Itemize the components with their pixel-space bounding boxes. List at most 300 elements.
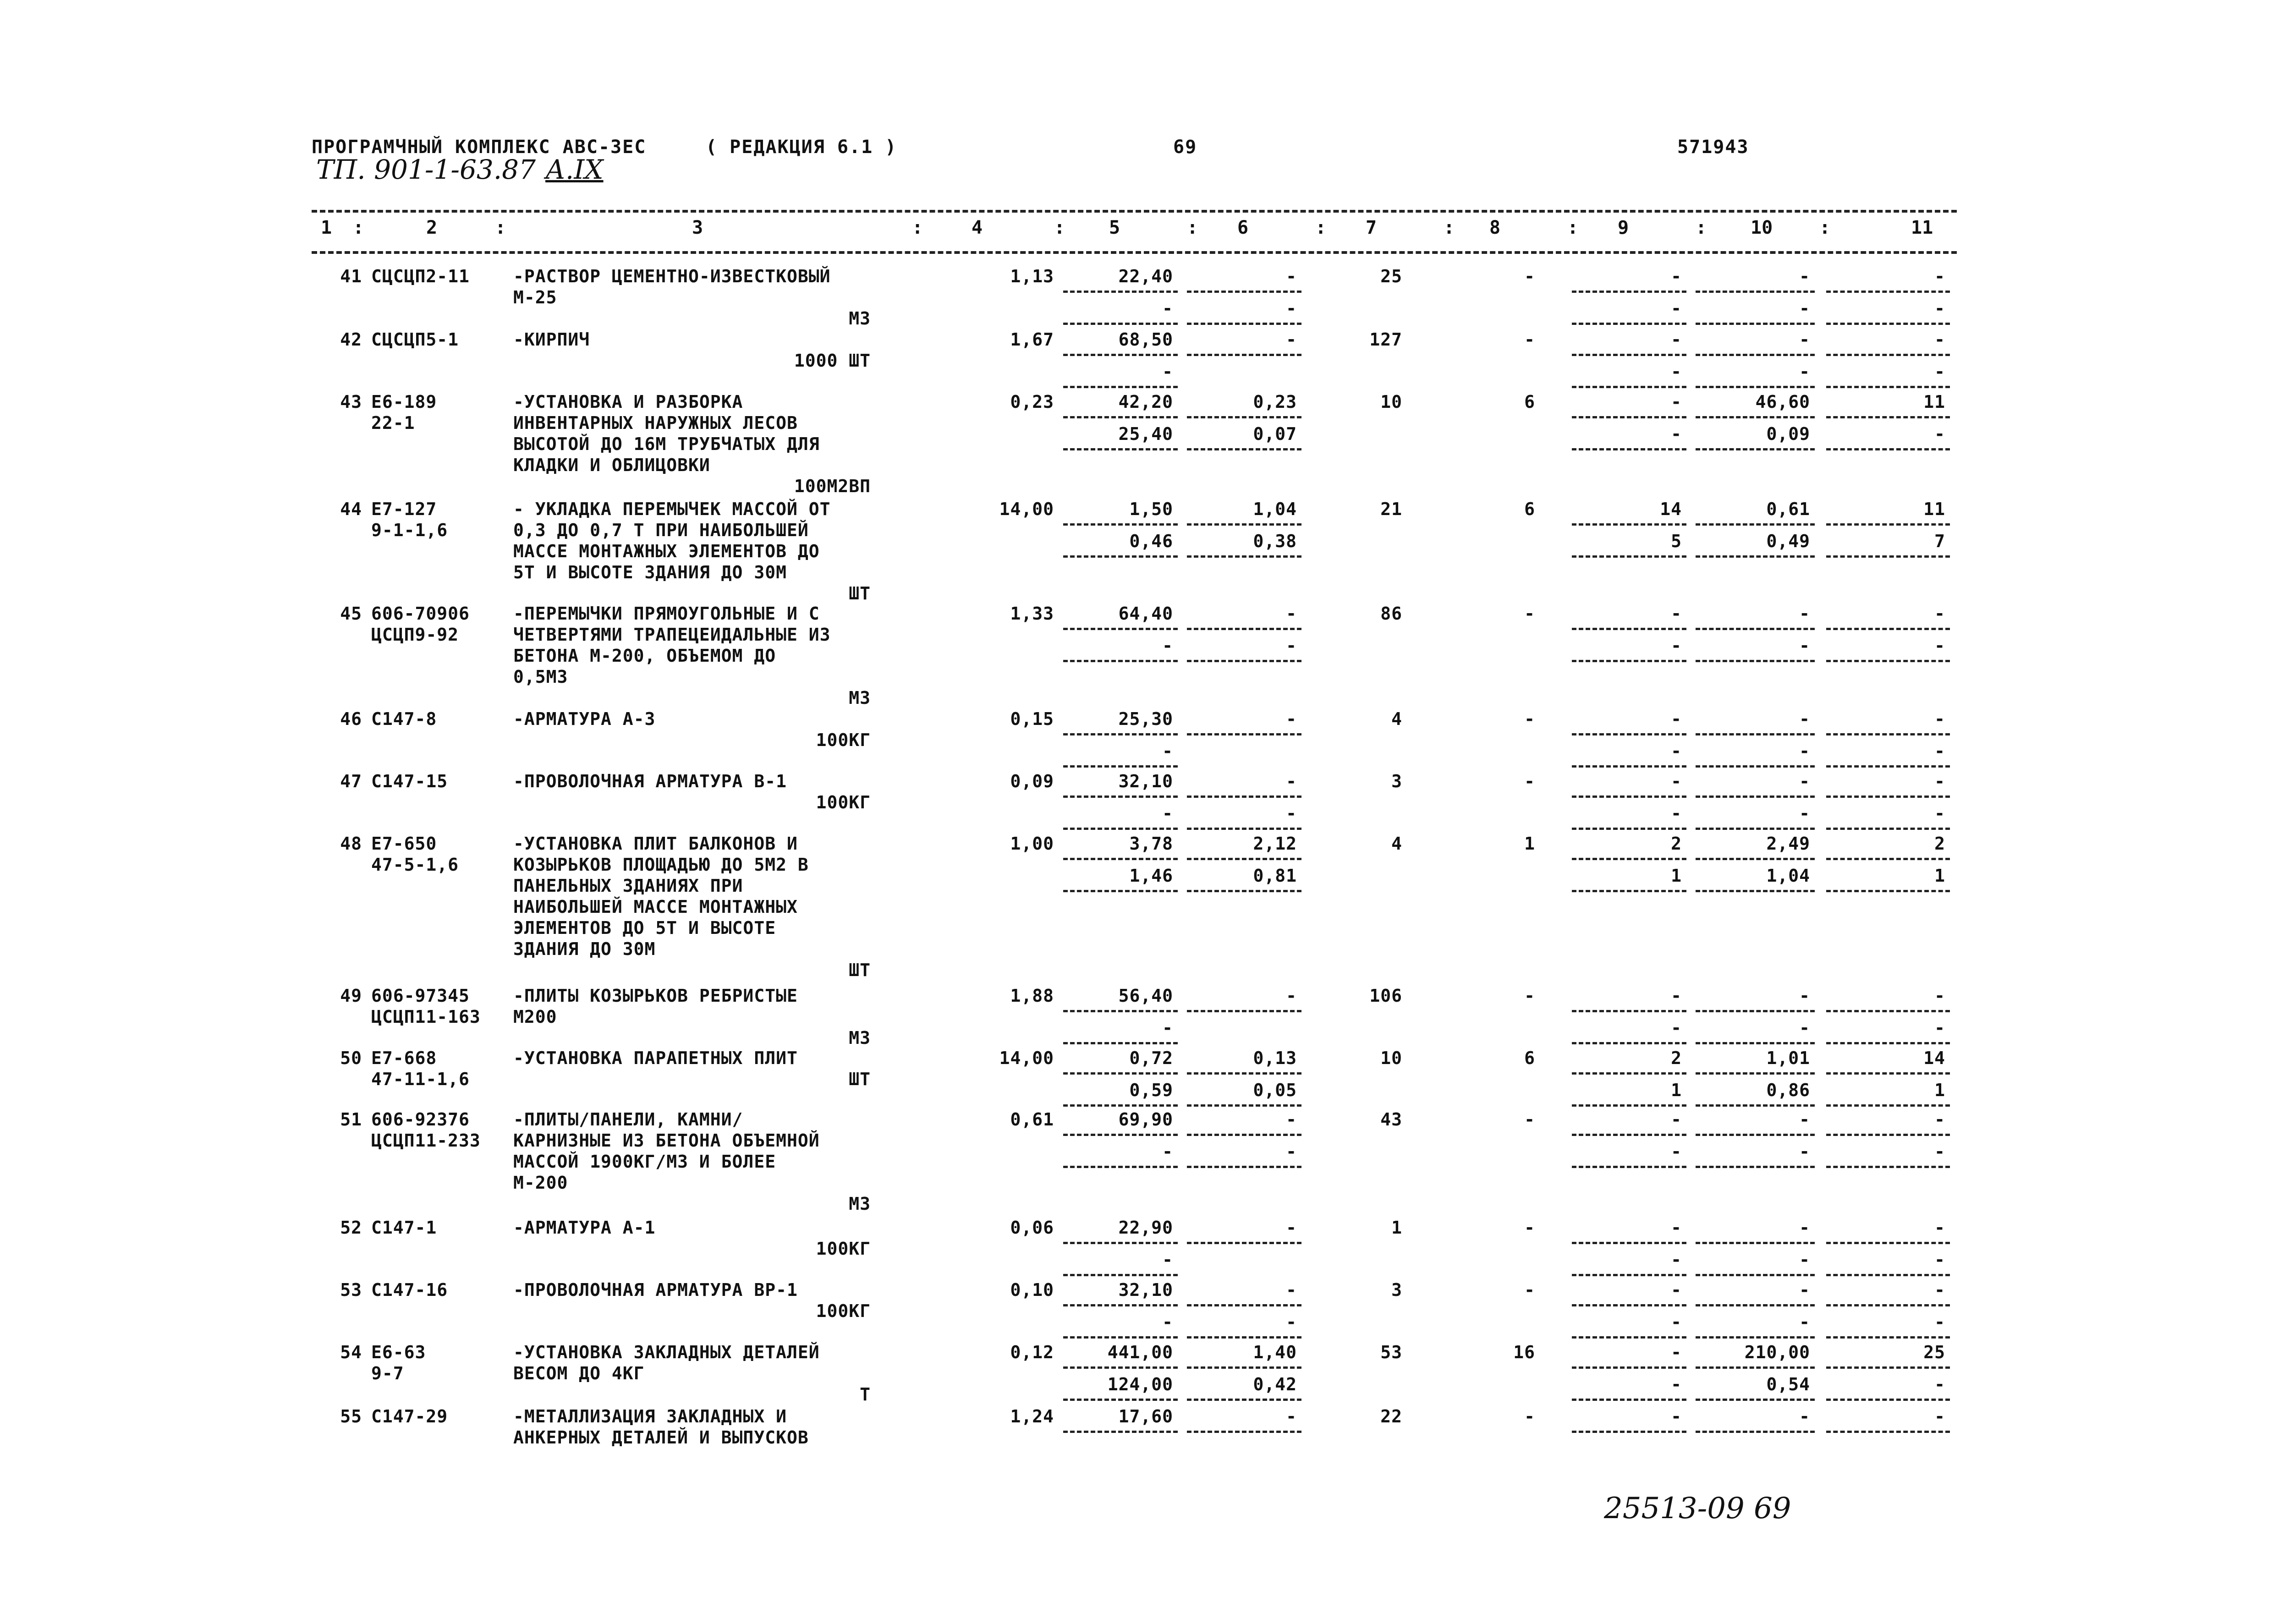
quantity-value: 1,88 (1010, 986, 1054, 1006)
work-description: -АРМАТУРА А-3 (513, 709, 656, 729)
cell-divider-line (1187, 890, 1301, 892)
unit-of-measure: М3 (849, 1194, 871, 1214)
work-description: МАССЕ МОНТАЖНЫХ ЭЛЕМЕНТОВ ДО (513, 541, 820, 561)
cell-divider-line (1572, 1304, 1686, 1306)
cell-divider-line (1063, 1104, 1178, 1107)
c11-upper-value: 11 (1923, 392, 1945, 412)
column-separator: : (1315, 217, 1327, 238)
c10-lower-value: 0,54 (1766, 1374, 1810, 1394)
c10-lower-value: - (1799, 362, 1810, 382)
c6-upper-value: - (1286, 986, 1297, 1006)
cell-divider-line (1696, 555, 1815, 558)
cell-divider-line (1696, 1399, 1815, 1401)
unit-of-measure: ШТ (849, 1069, 871, 1089)
row-number: 52 (340, 1218, 362, 1238)
cell-divider-line (1572, 858, 1686, 860)
c5-lower-value: - (1162, 741, 1173, 761)
cell-divider-line (1696, 448, 1815, 450)
cell-divider-line (1572, 323, 1686, 325)
cell-divider-line (1826, 1134, 1950, 1136)
column-number: 11 (1911, 217, 1933, 238)
c10-upper-value: 0,61 (1766, 499, 1810, 519)
c6-lower-value: 0,38 (1253, 531, 1297, 551)
c9-upper-value: 2 (1671, 1048, 1682, 1068)
column-separator: : (495, 217, 506, 238)
c6-lower-value: - (1286, 298, 1297, 318)
work-description: АНКЕРНЫХ ДЕТАЛЕЙ И ВЫПУСКОВ (513, 1427, 809, 1448)
work-description: ПАНЕЛЬНЫХ ЗДАНИЯХ ПРИ (513, 876, 743, 896)
cell-divider-line (1696, 386, 1815, 388)
cell-divider-line (1696, 1366, 1815, 1369)
rate-code: Е7-668 (371, 1048, 437, 1068)
c11-upper-value: - (1934, 329, 1945, 350)
work-description: МАССОЙ 1900КГ/М3 И БОЛЕЕ (513, 1152, 776, 1172)
row-number: 54 (340, 1342, 362, 1362)
labor-value: - (1524, 329, 1535, 350)
c6-upper-value: 0,23 (1253, 392, 1297, 412)
work-description: ИНВЕНТАРНЫХ НАРУЖНЫХ ЛЕСОВ (513, 413, 798, 433)
cell-divider-line (1063, 1042, 1178, 1044)
c6-upper-value: 1,40 (1253, 1342, 1297, 1362)
work-description: -УСТАНОВКА ПАРАПЕТНЫХ ПЛИТ (513, 1048, 798, 1068)
work-description: ЗДАНИЯ ДО 30М (513, 939, 656, 959)
cell-divider-line (1063, 323, 1178, 325)
c10-upper-value: - (1799, 771, 1810, 791)
c11-upper-value: 14 (1923, 1048, 1945, 1068)
c11-lower-value: - (1934, 1374, 1945, 1394)
cell-divider-line (1826, 660, 1950, 662)
c5-upper-value: 22,40 (1118, 266, 1173, 286)
c9-upper-value: - (1671, 1218, 1682, 1238)
cell-divider-line (1187, 733, 1301, 735)
c10-upper-value: 2,49 (1766, 834, 1810, 854)
cost-value: 4 (1391, 709, 1402, 729)
cell-divider-line (1826, 1304, 1950, 1306)
c5-lower-value: - (1162, 1018, 1173, 1038)
cell-divider-line (1826, 733, 1950, 735)
column-separator: : (1187, 217, 1198, 238)
cell-divider-line (1572, 660, 1686, 662)
c6-upper-value: 0,13 (1253, 1048, 1297, 1068)
rate-code: Е7-650 (371, 834, 437, 854)
cell-divider-line (1187, 523, 1301, 526)
cost-value: 22 (1380, 1406, 1402, 1426)
row-number: 43 (340, 392, 362, 412)
c5-lower-value: - (1162, 803, 1173, 823)
cell-divider-line (1572, 1242, 1686, 1244)
rate-code: ЦСЦП11-233 (371, 1130, 481, 1151)
c5-upper-value: 32,10 (1118, 1280, 1173, 1300)
c5-upper-value: 64,40 (1118, 604, 1173, 624)
c10-upper-value: 210,00 (1744, 1342, 1810, 1362)
c10-lower-value: - (1799, 741, 1810, 761)
c9-lower-value: - (1671, 741, 1682, 761)
cell-divider-line (1187, 1431, 1301, 1433)
work-description: - УКЛАДКА ПЕРЕМЫЧЕК МАССОЙ ОТ (513, 499, 831, 519)
cell-divider-line (1187, 1366, 1301, 1369)
c10-upper-value: - (1799, 709, 1810, 729)
rate-code: Е7-127 (371, 499, 437, 519)
c11-upper-value: - (1934, 1109, 1945, 1130)
quantity-value: 1,00 (1010, 834, 1054, 854)
work-description: -ПРОВОЛОЧНАЯ АРМАТУРА В-1 (513, 771, 787, 791)
cell-divider-line (1826, 1042, 1950, 1044)
cell-divider-line (1826, 354, 1950, 356)
c6-upper-value: - (1286, 709, 1297, 729)
c9-lower-value: - (1671, 1018, 1682, 1038)
c11-upper-value: - (1934, 1280, 1945, 1300)
cell-divider-line (1572, 1010, 1686, 1012)
c11-upper-value: 25 (1923, 1342, 1945, 1362)
c10-upper-value: - (1799, 986, 1810, 1006)
cell-divider-line (1187, 1134, 1301, 1136)
cell-divider-line (1572, 555, 1686, 558)
cell-divider-line (1696, 323, 1815, 325)
rate-code: Е6-63 (371, 1342, 426, 1362)
rate-code: 9-7 (371, 1363, 404, 1383)
c10-upper-value: 1,01 (1766, 1048, 1810, 1068)
row-number: 55 (340, 1406, 362, 1426)
work-description: ВЕСОМ ДО 4КГ (513, 1363, 645, 1383)
c6-lower-value: 0,81 (1253, 866, 1297, 886)
cell-divider-line (1696, 1042, 1815, 1044)
c11-upper-value: - (1934, 604, 1945, 624)
work-description: -МЕТАЛЛИЗАЦИЯ ЗАКЛАДНЫХ И (513, 1406, 787, 1426)
labor-value: - (1524, 1109, 1535, 1130)
column-separator: : (1054, 217, 1065, 238)
cell-divider-line (1063, 628, 1178, 630)
c5-lower-value: 124,00 (1107, 1374, 1173, 1394)
work-description: -ПЛИТЫ/ПАНЕЛИ, КАМНИ/ (513, 1109, 743, 1130)
cell-divider-line (1187, 416, 1301, 418)
unit-of-measure: ШТ (849, 960, 871, 980)
c5-upper-value: 17,60 (1118, 1406, 1173, 1426)
row-number: 53 (340, 1280, 362, 1300)
cell-divider-line (1187, 1304, 1301, 1306)
cell-divider-line (1696, 828, 1815, 830)
c10-upper-value: - (1799, 329, 1810, 350)
cell-divider-line (1063, 660, 1178, 662)
c10-upper-value: - (1799, 604, 1810, 624)
cost-value: 4 (1391, 834, 1402, 854)
cell-divider-line (1063, 1072, 1178, 1075)
row-number: 42 (340, 329, 362, 350)
row-number: 47 (340, 771, 362, 791)
work-description: ЧЕТВЕРТЯМИ ТРАПЕЦЕИДАЛЬНЫЕ ИЗ (513, 625, 831, 645)
cell-divider-line (1696, 890, 1815, 892)
cell-divider-line (1826, 796, 1950, 798)
c11-lower-value: 7 (1934, 531, 1945, 551)
c9-upper-value: - (1671, 329, 1682, 350)
work-description: -ПРОВОЛОЧНАЯ АРМАТУРА ВР-1 (513, 1280, 798, 1300)
cell-divider-line (1696, 1104, 1815, 1107)
quantity-value: 1,13 (1010, 266, 1054, 286)
c11-upper-value: - (1934, 1406, 1945, 1426)
labor-value: - (1524, 709, 1535, 729)
cell-divider-line (1063, 828, 1178, 830)
cell-divider-line (1572, 1431, 1686, 1433)
c9-upper-value: - (1671, 1280, 1682, 1300)
c9-upper-value: 2 (1671, 834, 1682, 854)
work-description: -АРМАТУРА А-1 (513, 1218, 656, 1238)
c11-lower-value: - (1934, 636, 1945, 656)
c6-lower-value: 0,07 (1253, 424, 1297, 444)
c11-lower-value: - (1934, 298, 1945, 318)
c6-upper-value: - (1286, 266, 1297, 286)
unit-of-measure: 100КГ (816, 1239, 871, 1259)
rate-code: С147-8 (371, 709, 437, 729)
c9-upper-value: - (1671, 709, 1682, 729)
c10-lower-value: 0,49 (1766, 531, 1810, 551)
c9-upper-value: - (1671, 986, 1682, 1006)
unit-of-measure: М3 (849, 688, 871, 708)
cost-value: 25 (1380, 266, 1402, 286)
document-code: 571943 (1677, 137, 1749, 158)
cell-divider-line (1826, 1336, 1950, 1339)
c5-lower-value: 0,59 (1129, 1080, 1173, 1100)
cell-divider-line (1187, 628, 1301, 630)
cell-divider-line (1696, 354, 1815, 356)
unit-of-measure: ШТ (849, 583, 871, 604)
c11-lower-value: - (1934, 1018, 1945, 1038)
work-description: -РАСТВОР ЦЕМЕНТНО-ИЗВЕСТКОВЫЙ (513, 266, 831, 286)
c10-lower-value: - (1799, 636, 1810, 656)
rate-code: 47-5-1,6 (371, 855, 459, 875)
cell-divider-line (1063, 796, 1178, 798)
column-number: 10 (1751, 217, 1773, 238)
c5-lower-value: - (1162, 298, 1173, 318)
quantity-value: 0,09 (1010, 771, 1054, 791)
cell-divider-line (1696, 416, 1815, 418)
c6-lower-value: - (1286, 1312, 1297, 1332)
cell-divider-line (1572, 828, 1686, 830)
program-title: ПРОГРАМЧНЫЙ КОМПЛЕКС АВС-ЗЕС (312, 137, 647, 158)
rate-code: С147-29 (371, 1406, 448, 1426)
cell-divider-line (1572, 416, 1686, 418)
c10-upper-value: - (1799, 266, 1810, 286)
cell-divider-line (1696, 733, 1815, 735)
c10-upper-value: - (1799, 1218, 1810, 1238)
c11-upper-value: - (1934, 986, 1945, 1006)
work-description: ВЫСОТОЙ ДО 16М ТРУБЧАТЫХ ДЛЯ (513, 434, 820, 454)
cell-divider-line (1696, 1166, 1815, 1168)
cell-divider-line (1187, 1104, 1301, 1107)
c6-upper-value: 2,12 (1253, 834, 1297, 854)
cell-divider-line (1696, 765, 1815, 768)
c9-lower-value: 1 (1671, 1080, 1682, 1100)
cell-divider-line (1572, 1134, 1686, 1136)
cell-divider-line (1572, 523, 1686, 526)
cell-divider-line (1187, 1010, 1301, 1012)
c5-lower-value: 1,46 (1129, 866, 1173, 886)
cell-divider-line (1826, 448, 1950, 450)
quantity-value: 14,00 (999, 1048, 1054, 1068)
cell-divider-line (1063, 1242, 1178, 1244)
cell-divider-line (1572, 291, 1686, 293)
cell-divider-line (1696, 1431, 1815, 1433)
cell-divider-line (1572, 1072, 1686, 1075)
cell-divider-line (1063, 1274, 1178, 1276)
cell-divider-line (1826, 1399, 1950, 1401)
c11-lower-value: 1 (1934, 866, 1945, 886)
c5-upper-value: 25,30 (1118, 709, 1173, 729)
work-description: -ПЛИТЫ КОЗЫРЬКОВ РЕБРИСТЫЕ (513, 986, 798, 1006)
c6-lower-value: 0,42 (1253, 1374, 1297, 1394)
cell-divider-line (1187, 1242, 1301, 1244)
rate-code: 47-11-1,6 (371, 1069, 470, 1089)
work-description: НАИБОЛЬШЕЙ МАССЕ МОНТАЖНЫХ (513, 897, 798, 917)
work-description: М-200 (513, 1173, 568, 1193)
c9-lower-value: - (1671, 424, 1682, 444)
rate-code: 22-1 (371, 413, 415, 433)
cell-divider-line (1696, 628, 1815, 630)
cell-divider-line (1063, 1010, 1178, 1012)
work-description: ЭЛЕМЕНТОВ ДО 5Т И ВЫСОТЕ (513, 918, 776, 938)
column-number: 6 (1237, 217, 1249, 238)
quantity-value: 0,15 (1010, 709, 1054, 729)
work-description: 0,5М3 (513, 667, 568, 687)
c9-upper-value: - (1671, 392, 1682, 412)
c5-lower-value: - (1162, 1250, 1173, 1270)
rate-code: СЦСЦП5-1 (371, 329, 459, 350)
c10-lower-value: - (1799, 1312, 1810, 1332)
cell-divider-line (1826, 523, 1950, 526)
cell-divider-line (1187, 796, 1301, 798)
cell-divider-line (1063, 1431, 1178, 1433)
cell-divider-line (1696, 1010, 1815, 1012)
cell-divider-line (1696, 291, 1815, 293)
c9-lower-value: - (1671, 1250, 1682, 1270)
cost-value: 53 (1380, 1342, 1402, 1362)
cell-divider-line (1696, 858, 1815, 860)
cell-divider-line (1572, 1166, 1686, 1168)
cell-divider-line (1063, 733, 1178, 735)
cost-value: 3 (1391, 771, 1402, 791)
c9-upper-value: - (1671, 1342, 1682, 1362)
cell-divider-line (1187, 448, 1301, 450)
rate-code: Е6-189 (371, 392, 437, 412)
row-number: 41 (340, 266, 362, 286)
labor-value: - (1524, 1280, 1535, 1300)
c10-lower-value: 0,09 (1766, 424, 1810, 444)
cell-divider-line (1572, 1336, 1686, 1339)
c6-lower-value: - (1286, 636, 1297, 656)
work-description: М200 (513, 1007, 557, 1027)
cell-divider-line (1063, 1134, 1178, 1136)
rate-code: С147-1 (371, 1218, 437, 1238)
c11-lower-value: - (1934, 424, 1945, 444)
handwritten-project-ref: ТП. 901-1-63.87 (316, 154, 536, 185)
unit-of-measure: 100КГ (816, 1301, 871, 1321)
c9-upper-value: - (1671, 266, 1682, 286)
c6-upper-value: - (1286, 329, 1297, 350)
labor-value: - (1524, 986, 1535, 1006)
cell-divider-line (1826, 890, 1950, 892)
cell-divider-line (1826, 765, 1950, 768)
c10-upper-value: - (1799, 1280, 1810, 1300)
c5-upper-value: 42,20 (1118, 392, 1173, 412)
rate-code: СЦСЦП2-11 (371, 266, 470, 286)
cell-divider-line (1063, 354, 1178, 356)
cell-divider-line (1826, 858, 1950, 860)
cell-divider-line (1063, 1399, 1178, 1401)
cell-divider-line (1063, 1166, 1178, 1168)
work-description: БЕТОНА М-200, ОБЪЕМОМ ДО (513, 646, 776, 666)
row-number: 45 (340, 604, 362, 624)
c6-upper-value: 1,04 (1253, 499, 1297, 519)
c11-upper-value: - (1934, 771, 1945, 791)
c6-upper-value: - (1286, 1406, 1297, 1426)
cell-divider-line (1696, 1336, 1815, 1339)
cell-divider-line (1826, 416, 1950, 418)
labor-value: 1 (1524, 834, 1535, 854)
c9-lower-value: - (1671, 1312, 1682, 1332)
cell-divider-line (1187, 1072, 1301, 1075)
work-description: -УСТАНОВКА И РАЗБОРКА (513, 392, 743, 412)
cell-divider-line (1187, 291, 1301, 293)
c11-upper-value: 2 (1934, 834, 1945, 854)
cost-value: 127 (1369, 329, 1402, 350)
cell-divider-line (1826, 1072, 1950, 1075)
rate-code: 9-1-1,6 (371, 520, 448, 540)
cell-divider-line (1063, 890, 1178, 892)
cell-divider-line (1826, 1010, 1950, 1012)
cell-divider-line (1826, 1242, 1950, 1244)
c10-upper-value: - (1799, 1109, 1810, 1130)
cost-value: 10 (1380, 392, 1402, 412)
cell-divider-line (1696, 1134, 1815, 1136)
cell-divider-line (1826, 386, 1950, 388)
work-description: М-25 (513, 287, 557, 307)
c10-lower-value: - (1799, 1250, 1810, 1270)
labor-value: - (1524, 1218, 1535, 1238)
cell-divider-line (1826, 323, 1950, 325)
row-number: 44 (340, 499, 362, 519)
cell-divider-line (1696, 660, 1815, 662)
cell-divider-line (1063, 416, 1178, 418)
cell-divider-line (1063, 555, 1178, 558)
cell-divider-line (1572, 354, 1686, 356)
cell-divider-line (1187, 660, 1301, 662)
c5-upper-value: 22,90 (1118, 1218, 1173, 1238)
unit-of-measure: Т (860, 1384, 871, 1405)
cell-divider-line (1572, 765, 1686, 768)
cell-divider-line (1187, 1399, 1301, 1401)
c10-lower-value: 0,86 (1766, 1080, 1810, 1100)
cell-divider-line (1572, 448, 1686, 450)
cost-value: 3 (1391, 1280, 1402, 1300)
c9-lower-value: 1 (1671, 866, 1682, 886)
quantity-value: 14,00 (999, 499, 1054, 519)
c5-upper-value: 441,00 (1107, 1342, 1173, 1362)
c6-lower-value: 0,05 (1253, 1080, 1297, 1100)
cell-divider-line (1826, 1366, 1950, 1369)
c11-lower-value: - (1934, 1141, 1945, 1162)
cell-divider-line (1572, 1399, 1686, 1401)
cell-divider-line (1826, 291, 1950, 293)
cell-divider-line (1696, 796, 1815, 798)
cell-divider-line (1696, 1242, 1815, 1244)
c11-lower-value: - (1934, 362, 1945, 382)
work-description: -УСТАНОВКА ЗАКЛАДНЫХ ДЕТАЛЕЙ (513, 1342, 820, 1362)
cell-divider-line (1572, 733, 1686, 735)
c5-upper-value: 69,90 (1118, 1109, 1173, 1130)
cell-divider-line (1063, 523, 1178, 526)
c9-upper-value: 14 (1660, 499, 1682, 519)
c11-upper-value: - (1934, 709, 1945, 729)
column-number: 4 (972, 217, 983, 238)
cost-value: 86 (1380, 604, 1402, 624)
